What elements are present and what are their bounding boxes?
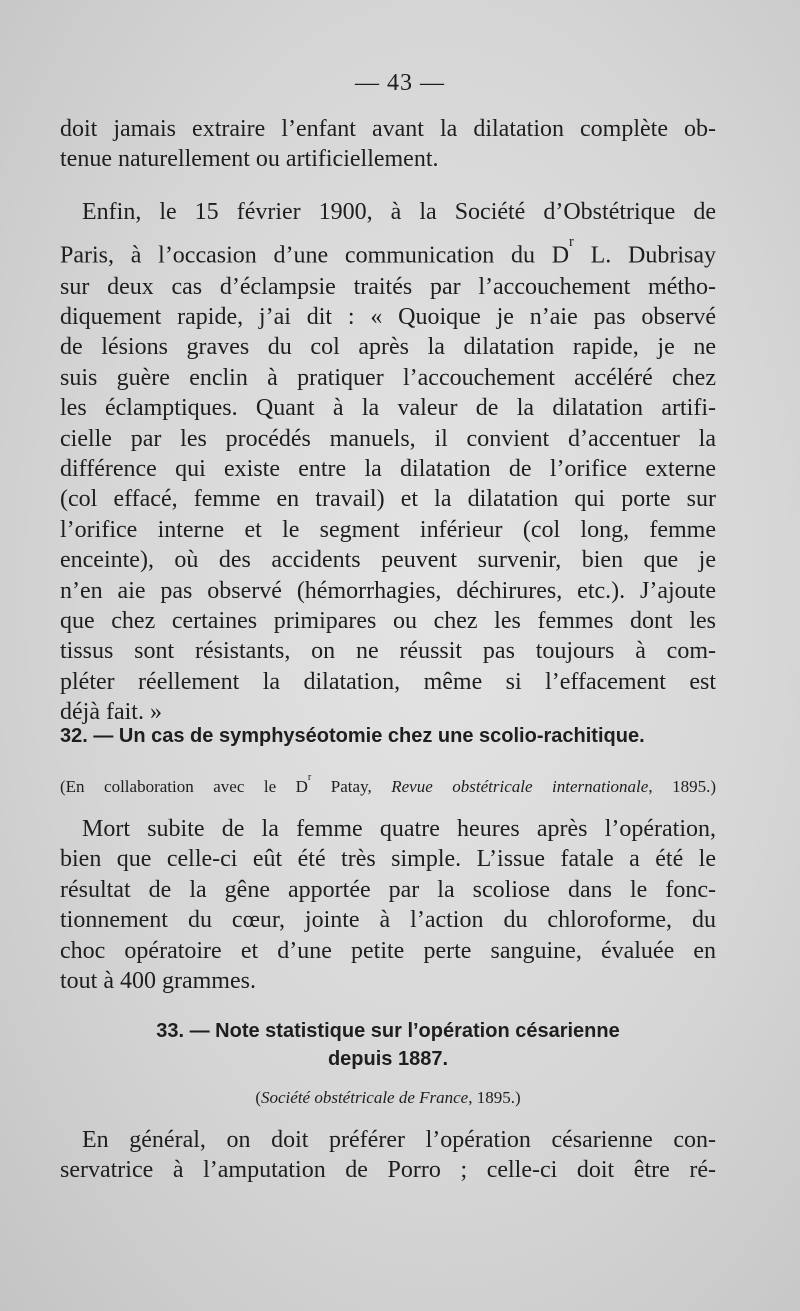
paragraph-cesarean [60,1125,716,1186]
superscript: r [569,234,574,251]
heading-line: depuis 1887. [327,1048,449,1070]
text-line: n’en aie pas observé (hémorrhagies, déchirures, etc.). J’ajoute [60,577,716,604]
section-33-heading [60,1017,716,1073]
source-text: ( [255,1088,261,1107]
section-32-heading: 32. — Un cas de symphyséotomie chez une scolio-rachitique. [60,725,645,747]
text-line: Mort subite de la femme quatre heures après l’opération, [82,816,716,842]
text-line: tissus sont résistants, on ne réussit pas toujours à com- [60,638,716,665]
text-line: tionnement du cœur, jointe à l’action du chloroforme, du [60,907,716,934]
text-line: enceinte), où des accidents peuvent survenir, bien que je [60,547,716,574]
text-line: différence qui existe entre la dilatation de l’orifice externe [60,455,716,482]
text-line: diquement rapide, j’ai dit : « Quoique je n’aie pas observé [60,303,716,330]
text-line: cielle par les procédés manuels, il convient d’accentuer la [60,425,716,452]
text-fragment: Paris, à l’occasion d’une communication du D [60,243,570,270]
journal-title: Revue obstétricale internationale [391,777,649,797]
text-line: résultat de la gêne apportée par la scoliose dans le fonc- [60,876,716,903]
section-32-source [60,767,716,798]
paragraph-eclampsia [60,197,716,728]
source-text: (En collaboration avec le D [60,777,308,797]
page-number: — 43 — [355,70,445,96]
paragraph-symphyseotomy [60,814,716,996]
text-line: déjà fait. » [60,699,162,726]
text-fragment: L. Dubrisay [573,243,716,270]
text-line: Enfin, le 15 février 1900, à la Société d’Obstétrique de [82,199,716,225]
source-text: , 1895.) [468,1088,521,1107]
source-text: Patay, [311,777,392,797]
text-line: (col effacé, femme en travail) et la dilatation qui porte sur [60,486,716,513]
text-line [60,227,716,271]
journal-title: Société obstétricale de France [261,1088,469,1107]
text-line: de lésions graves du col après la dilatation rapide, je ne [60,334,716,361]
text-line: tenue naturellement ou artificiellement. [60,146,439,173]
source-text: , 1895.) [648,777,717,797]
heading-line: 33. — Note statistique sur l’opération césarienne [156,1020,620,1042]
text-line: sur deux cas d’éclampsie traités par l’accouchement métho- [60,273,716,300]
text-line: l’orifice interne et le segment inférieur (col long, femme [60,516,716,543]
text-line: que chez certaines primipares ou chez les femmes dont les [60,608,716,634]
superscript: r [307,772,312,783]
text-line: choc opératoire et d’une petite perte sanguine, évaluée en [60,937,716,964]
text-line: pléter réellement la dilatation, même si l’effacement est [60,668,716,695]
text-line: bien que celle-ci eût été très simple. L’issue fatale a été le [60,846,716,873]
text-line: servatrice à l’amputation de Porro ; celle-ci doit être ré- [60,1157,716,1184]
paragraph-continuation [60,114,716,175]
text-line: doit jamais extraire l’enfant avant la dilatation complète ob- [60,116,716,142]
text-line: les éclamptiques. Quant à la valeur de la dilatation artifi- [60,395,716,422]
text-line: tout à 400 grammes. [60,968,256,995]
text-line: suis guère enclin à pratiquer l’accouchement accéléré chez [60,364,716,391]
section-33-source [60,1087,716,1109]
text-line: En général, on doit préférer l’opération césarienne con- [82,1127,716,1153]
